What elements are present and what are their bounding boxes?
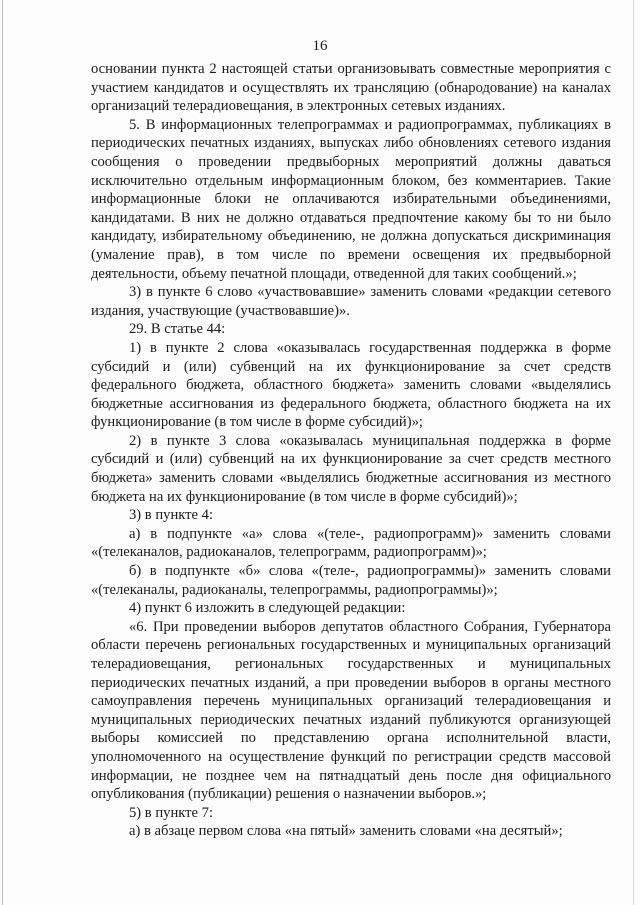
paragraph-clause-5: 5. В информационных телепрограммах и радиопрограммах, публикациях в периодических печатных изданиях, выпусках либо обновлениях сетевого издания сообщения о проведении предвыборных мероприятий должны даваться исключительно отдельным информационным блоком, без комментариев. Такие информационные блоки не оплачиваются избирательными объединениями, кандидатами. В них не должно отдаваться предпочтение какому бы то ни было кандидату, избирательному объединению, не должна допускаться дискриминация (умаление прав), в том числе по времени освещения их предвыборной деятельности, объему печатной площади, отведенной для таких сообщений.»; — [91, 116, 611, 282]
paragraph-item-1-point-2: 1) в пункте 2 слова «оказывалась государственная поддержка в форме субсидий и (или) субвенций на их функционирование за счет средств федерального бюджета, областного бюджета» заменить словами «выделялись бюджетные ассигнования из федерального бюджета, областного бюджета на их функционирование (в том числе в форме субсидий)»; — [91, 339, 611, 431]
paragraph-item-4-point-6: 4) пункт 6 изложить в следующей редакции: — [129, 600, 406, 617]
paragraph-article-44-heading: 29. В статье 44: — [129, 321, 226, 338]
paragraph-new-point-6: «6. При проведении выборов депутатов областного Собрания, Губернатора области перечень региональных государственных и муниципальных организаций телерадиовещания, региональных государственных и муниципальных периодических печатных изданий, а при проведении выборов в органы местного самоуправления перечень муниципальных организаций телерадиовещания и муниципальных периодических печатных изданий публикуются организующей выборы комиссией по представлению органа исполнительной власти, уполномоченного на осуществление функций по регистрации средств массовой информации, не позднее чем на пятнадцатый день после дня официального опубликования (публикации) решения о назначении выборов.»; — [91, 618, 611, 803]
page-number: 16 — [312, 38, 328, 54]
paragraph-subitem-b: б) в подпункте «б» слова «(теле-, радиопрограммы)» заменить словами «(телеканалы, радиоканалы, телепрограммы, радиопрограммы)»; — [91, 563, 611, 598]
paragraph-subitem-a: а) в подпункте «а» слова «(теле-, радиопрограмм)» заменить словами «(телеканалов, радиоканалов, телепрограмм, радиопрограмм)»; — [91, 525, 611, 561]
paragraph-continuation: основании пункта 2 настоящей статьи организовывать совместные мероприятия с участием кандидатов и осуществлять их трансляцию (обнародование) на каналах организаций телерадиовещания, в электронных сетевых изданиях. — [91, 61, 611, 115]
scan-edge-left — [2, 0, 3, 905]
paragraph-item-3-point-6: 3) в пункте 6 слово «участвовавшие» заменить словами «редакции сетевого издания, участвующие (участвовавшие)». — [91, 284, 611, 319]
paragraph-subitem-a-first-abzac: а) в абзаце первом слова «на пятый» заменить словами «на десятый»; — [129, 823, 563, 840]
document-body — [91, 60, 611, 841]
paragraph-item-5-point-7: 5) в пункте 7: — [129, 804, 214, 821]
paragraph-item-3-point-4: 3) в пункте 4: — [129, 507, 214, 524]
paragraph-item-2-point-3: 2) в пункте 3 слова «оказывалась муниципальная поддержка в форме субсидий и (или) субвенций на их функционирование за счет средств местного бюджета» заменить словами «выделялись бюджетные ассигнования из местного бюджета на их функционирование (в том числе в форме субсидий)»; — [91, 432, 611, 505]
scan-edge-right — [633, 0, 634, 905]
